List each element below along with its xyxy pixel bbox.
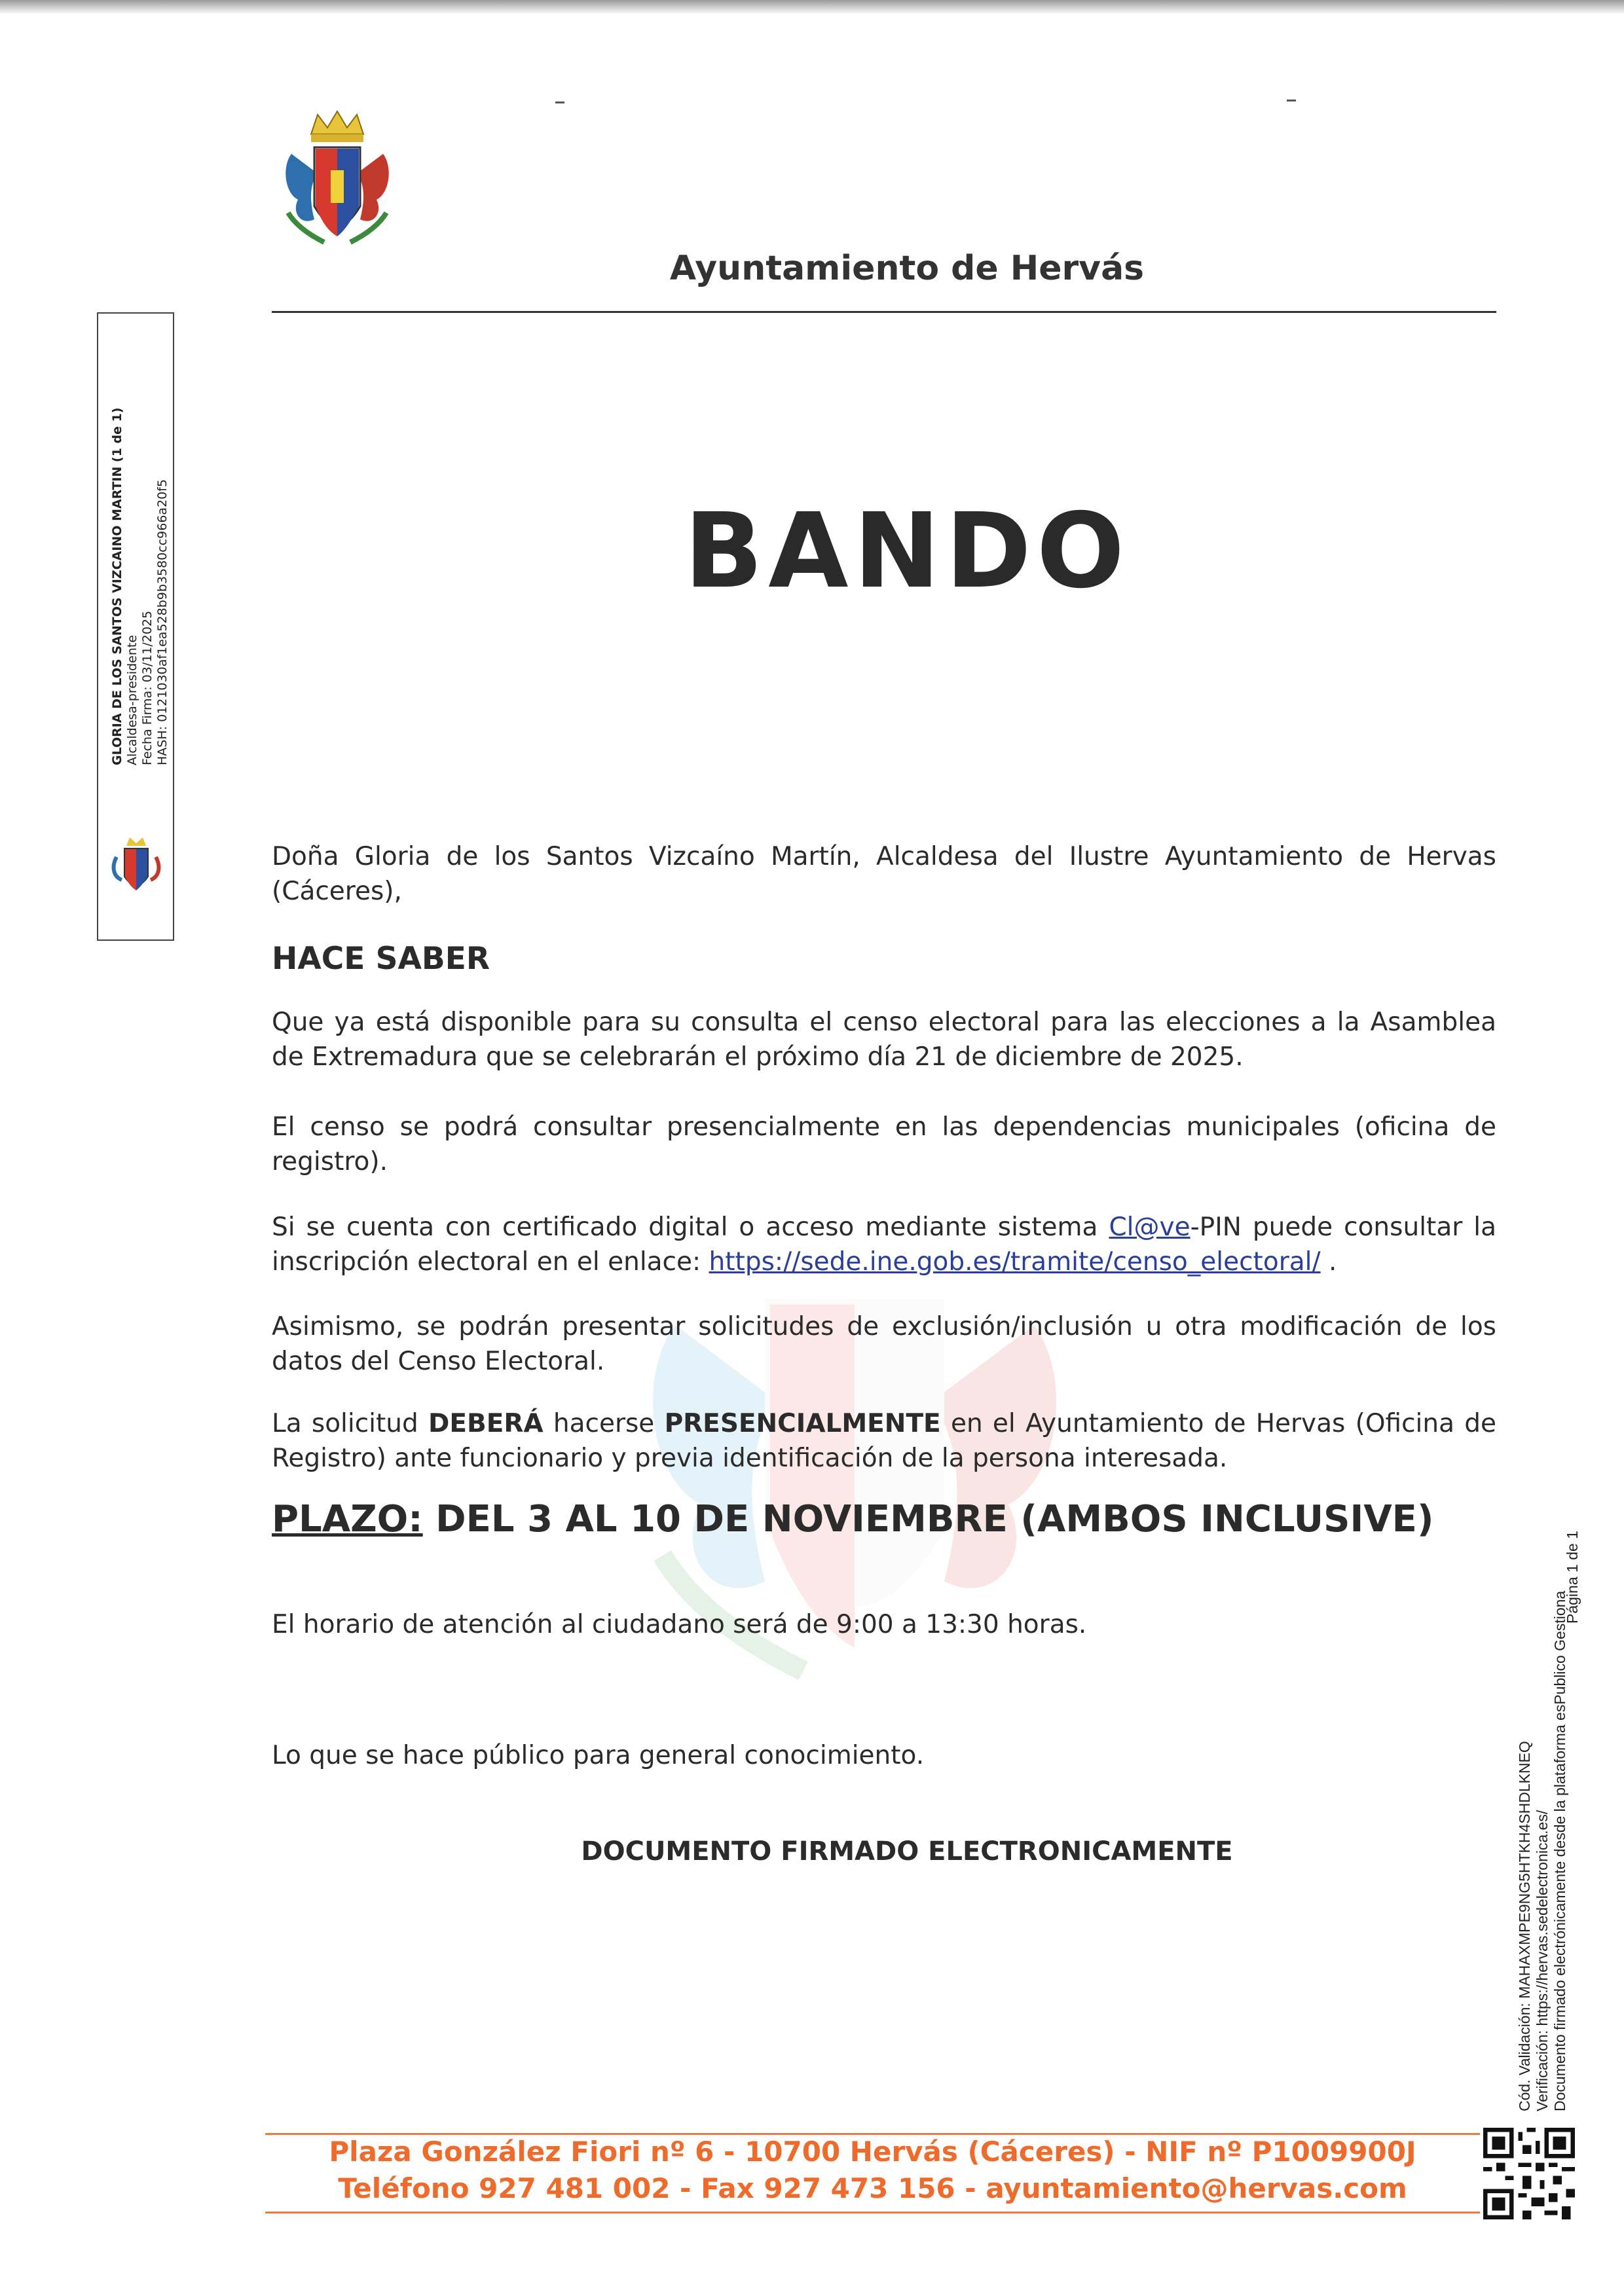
footer-bottom-divider (265, 2212, 1480, 2214)
validation-code: Cód. Validación: MAHAXMPE9NG5HTKH4SHDLKNEQ (1516, 1741, 1533, 2111)
organization-title: Ayuntamiento de Hervás (669, 249, 1145, 288)
text-segment: La solicitud (272, 1409, 429, 1438)
electronic-signature-note: DOCUMENTO FIRMADO ELECTRONICAMENTE (581, 1836, 1233, 1867)
intro-paragraph: Doña Gloria de los Santos Vizcaíno Martín, Alcaldesa del Ilustre Ayuntamiento de Hervas (Cáceres), (272, 842, 1496, 906)
ine-census-link[interactable]: https://sede.ine.gob.es/tramite/censo_electoral/ (709, 1247, 1321, 1277)
paragraph-request-in-person (272, 1406, 1496, 1476)
paragraph-consult-in-person: El censo se podrá consultar presencialmente en las dependencias municipales (oficina de registro). (272, 1112, 1496, 1176)
paragraph-requests: Asimismo, se podrán presentar solicitudes de exclusión/inclusión u otra modificación de los datos del Censo Electoral. (272, 1312, 1496, 1376)
signer-role: Alcaldesa-presidente (125, 634, 139, 765)
validation-details (1516, 1430, 1569, 2111)
footer-address: Plaza González Fiori nº 6 - 10700 Hervás (Cáceres) - NIF nº P1009900J (329, 2136, 1416, 2168)
small-coat-of-arms-icon (110, 834, 162, 900)
closing-statement: Lo que se hace público para general conocimiento. (272, 1741, 925, 1770)
hace-saber-heading: HACE SABER (272, 941, 490, 977)
scan-mark (555, 101, 564, 103)
text-segment: en el Ayuntamiento de Hervas (Oficina de Registro) ante funcionario y previa identificación de la persona interesada. (272, 1409, 1496, 1473)
coat-of-arms-icon (278, 108, 396, 259)
footer-contact: Teléfono 927 481 002 - Fax 927 473 156 - ayuntamiento@hervas.com (338, 2172, 1407, 2204)
text-segment: hacerse (543, 1409, 665, 1438)
deadline-label: PLAZO: (272, 1498, 423, 1540)
signer-name: GLORIA DE LOS SANTOS VIZCAINO MARTIN (1 de 1) (110, 407, 124, 765)
signature-hash: HASH: 0121030af1ea528b9b3580cc966a20f5 (155, 479, 170, 765)
deadline-line (272, 1498, 1516, 1540)
emphasis-presencialmente: PRESENCIALMENTE (664, 1409, 941, 1438)
clave-link[interactable]: Cl@ve (1109, 1212, 1190, 1242)
scan-edge-shadow (0, 0, 1624, 14)
footer-top-divider (265, 2133, 1480, 2135)
platform-note: Documento firmado electrónicamente desde la plataforma esPublico Gestiona (1551, 1590, 1568, 2111)
opening-hours: El horario de atención al ciudadano será de 9:00 a 13:30 horas. (272, 1610, 1087, 1639)
page-number-text: Página 1 de 1 (1564, 1531, 1581, 1624)
signature-date: Fecha Firma: 03/11/2025 (140, 610, 155, 765)
text-segment: Si se cuenta con certificado digital o acceso mediante sistema (272, 1212, 1109, 1242)
header-divider (272, 311, 1496, 313)
signature-stamp-box (97, 312, 174, 941)
signature-details (110, 399, 170, 765)
deadline-dates: DEL 3 AL 10 DE NOVIEMBRE (AMBOS INCLUSIVE) (422, 1498, 1434, 1540)
text-segment: . (1320, 1247, 1337, 1277)
qr-code-icon[interactable] (1483, 2128, 1575, 2219)
paragraph-census-available: Que ya está disponible para su consulta el censo electoral para las elecciones a la Asamblea de Extremadura que se celebrarán el próximo día 21 de diciembre de 2025. (272, 1008, 1496, 1072)
document-heading: BANDO (684, 491, 1130, 611)
scan-mark (1287, 100, 1296, 101)
emphasis-debera: DEBERÁ (428, 1409, 544, 1438)
verification-url[interactable]: Verificación: https://hervas.sedelectronica.es/ (1534, 1810, 1551, 2111)
text-segment: -PIN puede consultar la inscripción electoral en el enlace: (272, 1212, 1497, 1277)
paragraph-online-consult (272, 1210, 1496, 1279)
